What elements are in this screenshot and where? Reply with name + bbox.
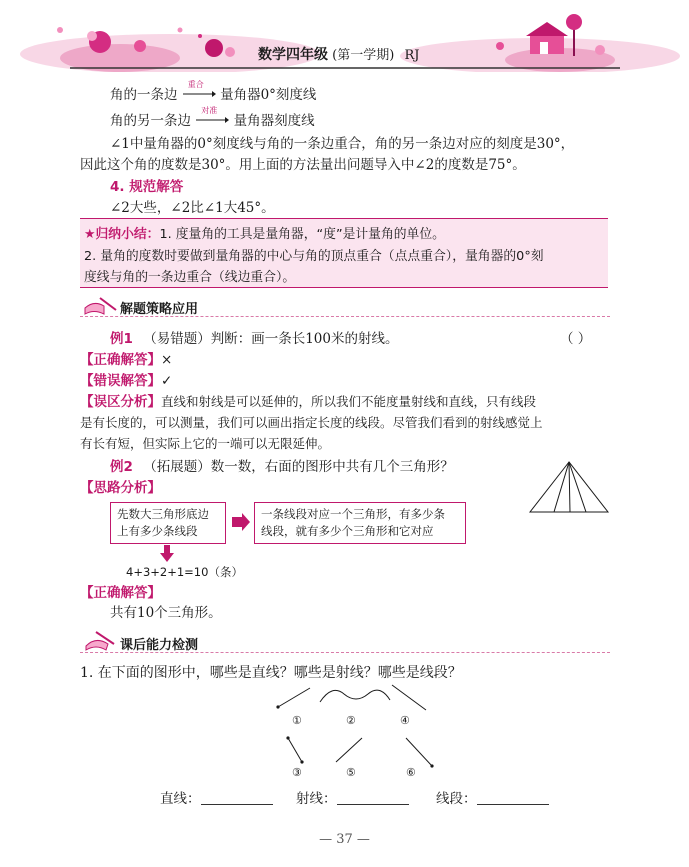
example1-text: （易错题）判断：画一条长100米的射线。 bbox=[143, 331, 399, 347]
blank-line-input[interactable] bbox=[201, 792, 273, 805]
book-edition: RJ bbox=[404, 48, 420, 63]
blank-ray-input[interactable] bbox=[337, 792, 409, 805]
correct-answer-2-text: 共有10个三角形。 bbox=[110, 605, 222, 621]
measure-paragraph-2: 因此这个角的度数是30°。用上面的方法量出问题导入中∠2的度数是75°。 bbox=[80, 157, 526, 173]
formula: 4+3+2+1=10（条） bbox=[126, 565, 243, 579]
step1-text: 角的一条边 bbox=[110, 87, 178, 103]
step1-arrow-label: 重合 bbox=[187, 80, 204, 89]
step2-result: 量角器刻度线 bbox=[233, 113, 315, 129]
measure-paragraph-1: ∠1中量角器的0°刻度线与角的一条边重合，角的另一条边对应的刻度是30°， bbox=[110, 136, 575, 152]
fig-label-1: ① bbox=[292, 714, 302, 727]
correct2-label: 【正确解答】 bbox=[80, 585, 161, 601]
blank-line-label: 直线： bbox=[160, 791, 201, 807]
misconception-label: 【误区分析】 bbox=[80, 394, 161, 410]
misconception-text-1: 直线和射线是可以延伸的，所以我们不能度量射线和直线，只有线段 bbox=[161, 394, 537, 409]
book-title: 数学四年级 bbox=[258, 47, 328, 63]
triangle-count-figure bbox=[526, 460, 612, 516]
blank-segment bbox=[436, 790, 549, 808]
standard-answer: ∠2大些，∠2比∠1大45°。 bbox=[110, 200, 275, 216]
down-arrow-icon bbox=[160, 545, 174, 563]
blank-ray bbox=[296, 790, 409, 808]
page-number: — 37 — bbox=[319, 832, 370, 847]
step2-text: 角的另一条边 bbox=[110, 113, 191, 129]
example2-text: （拓展题）数一数，右面的图形中共有几个三角形？ bbox=[143, 459, 454, 475]
summary-item-2b: 度线与角的一条边重合（线边重合）。 bbox=[84, 270, 296, 285]
book-pen-icon bbox=[82, 294, 122, 316]
strategy-divider bbox=[80, 316, 610, 317]
summary-star-label: ★归纳小结： bbox=[84, 227, 160, 242]
fig-label-3: ③ bbox=[292, 766, 302, 779]
correct-label: 【正确解答】 bbox=[80, 352, 161, 368]
wrong-answer-1 bbox=[80, 372, 172, 390]
wrong-label: 【错误解答】 bbox=[80, 373, 161, 389]
example2-label: 例2 bbox=[110, 459, 133, 475]
box2-line-b: 线段，就有多少个三角形和它对应 bbox=[261, 524, 434, 538]
measure-step-2 bbox=[110, 106, 315, 130]
summary-box bbox=[80, 218, 608, 288]
thinking-box-1 bbox=[110, 502, 226, 544]
fig-label-6: ⑥ bbox=[406, 766, 416, 779]
header-title bbox=[258, 44, 419, 64]
fig-label-4: ④ bbox=[400, 714, 410, 727]
misconception-2: 是有长度的，可以测量，我们可以画出指定长度的线段。尽管我们看到的射线感觉上 bbox=[80, 415, 543, 430]
homework-heading: 课后能力检测 bbox=[120, 638, 199, 653]
correct-answer-1 bbox=[80, 351, 172, 369]
example1-answer-paren: （ ） bbox=[560, 331, 592, 347]
misconception-3: 有长有短，但实际上它的一端可以无限延伸。 bbox=[80, 436, 331, 451]
right-arrow-icon bbox=[230, 512, 252, 532]
thinking-box-2 bbox=[254, 502, 466, 544]
step2-arrow-label: 对准 bbox=[201, 106, 218, 115]
summary-item-2a: 2. 量角的度数时要做到量角器的中心与角的顶点重合（点点重合），量角器的0°刻 bbox=[84, 249, 544, 264]
example2 bbox=[110, 458, 454, 476]
example1 bbox=[110, 330, 398, 348]
blank-ray-label: 射线： bbox=[296, 791, 337, 807]
blank-segment-input[interactable] bbox=[477, 792, 549, 805]
box1-line-b: 上有多少条线段 bbox=[117, 524, 198, 538]
homework-divider bbox=[80, 652, 610, 653]
fig-label-2: ② bbox=[346, 714, 356, 727]
check-mark: ✓ bbox=[161, 373, 173, 389]
summary-item-1 bbox=[84, 223, 445, 242]
box2-line-a: 一条线段对应一个三角形，有多少条 bbox=[261, 507, 445, 521]
fig-label-5: ⑤ bbox=[346, 766, 356, 779]
cross-mark: × bbox=[161, 352, 173, 368]
blank-segment-label: 线段： bbox=[436, 791, 477, 807]
box1-line-a: 先数大三角形底边 bbox=[117, 507, 209, 521]
standard-heading: 4. 规范解答 bbox=[110, 179, 184, 195]
misconception-1 bbox=[80, 393, 536, 411]
example1-label: 例1 bbox=[110, 331, 133, 347]
question-1: 1. 在下面的图形中，哪些是直线？哪些是射线？哪些是线段？ bbox=[80, 665, 462, 681]
pencil-hand-icon bbox=[82, 630, 122, 652]
strategy-heading: 解题策略应用 bbox=[120, 302, 199, 317]
book-term: (第一学期) bbox=[332, 48, 395, 63]
correct-answer-2-heading bbox=[80, 584, 161, 602]
step2-arrow bbox=[195, 106, 229, 130]
summary-item1-text: 1. 度量角的工具是量角器，“度”是计量角的单位。 bbox=[159, 227, 445, 242]
step1-result: 量角器0°刻度线 bbox=[220, 87, 317, 103]
thinking-heading bbox=[80, 479, 161, 497]
blank-line bbox=[160, 790, 273, 808]
thinking-label: 【思路分析】 bbox=[80, 480, 161, 496]
